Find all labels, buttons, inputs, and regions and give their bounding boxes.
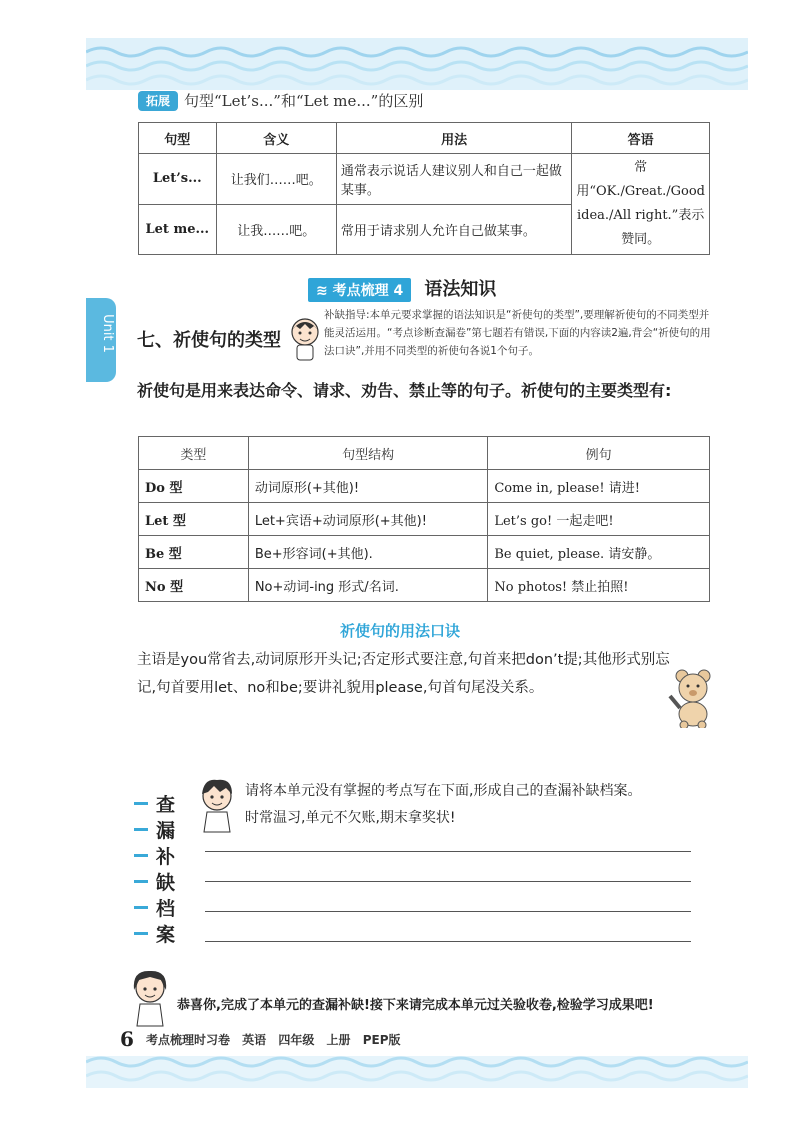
type-cell: Be 型 xyxy=(139,536,249,569)
usage-cell: 常用于请求别人允许自己做某事。 xyxy=(336,204,571,255)
review-char-text: 缺 xyxy=(156,871,176,894)
review-char-text: 漏 xyxy=(156,819,176,842)
write-line[interactable] xyxy=(205,911,691,912)
type-cell: Let 型 xyxy=(139,503,249,536)
review-instructions xyxy=(245,778,641,832)
tuozhan-badge: 拓展 xyxy=(138,91,178,111)
table-header: 句型 xyxy=(139,123,217,154)
table-row xyxy=(139,536,710,569)
rhyme-title: 祈使句的用法口诀 xyxy=(339,622,460,640)
pattern-cell: Let’s... xyxy=(139,154,217,205)
review-char-text: 案 xyxy=(156,923,176,946)
page-number: 6 xyxy=(120,1027,134,1051)
rhyme-text: 主语是you常省去,动词原形开头记;否定形式要注意,句首来把don’t提;其他形式别忘记,句首要用let、no和be;要讲礼貌用please,句首句尾没关系。 xyxy=(137,652,670,696)
type-cell: No 型 xyxy=(139,569,249,602)
review-char xyxy=(134,816,194,842)
review-char-text: 档 xyxy=(156,897,176,920)
table-row xyxy=(139,154,710,205)
review-char xyxy=(134,894,194,920)
write-line[interactable] xyxy=(205,851,691,852)
table-header: 含义 xyxy=(216,123,336,154)
table-header-row xyxy=(139,123,710,154)
girl-cartoon-icon xyxy=(128,968,172,1028)
table-header: 类型 xyxy=(139,437,249,470)
table-row xyxy=(139,470,710,503)
section-heading xyxy=(308,275,496,302)
imperative-types-title: 七、祈使句的类型 xyxy=(137,330,281,351)
write-line[interactable] xyxy=(205,941,691,942)
review-char-text: 查 xyxy=(156,793,176,816)
example-cell: Be quiet, please. 请安静。 xyxy=(488,536,710,569)
structure-cell: No+动词-ing 形式/名词. xyxy=(248,569,488,602)
table-header: 用法 xyxy=(336,123,571,154)
meaning-cell: 让我们……吧。 xyxy=(216,154,336,205)
table-header: 例句 xyxy=(488,437,710,470)
kid-cartoon-icon xyxy=(288,316,322,362)
example-cell: No photos! 禁止拍照! xyxy=(488,569,710,602)
bear-cartoon-icon xyxy=(668,668,718,728)
study-guide-note: 补缺指导:本单元要求掌握的语法知识是“祈使句的类型”,要理解祈使句的不同类型并能灵活运用。“考点诊断查漏卷”第七题若有错误,下面的内容读2遍,背会“祈使句的用法口诀”,并用不同类型的祈使句各说1个句子。 xyxy=(324,309,711,357)
meaning-cell: 让我……吧。 xyxy=(216,204,336,255)
review-char xyxy=(134,842,194,868)
structure-cell: Be+形容词(+其他). xyxy=(248,536,488,569)
unit-tab-label: Unit 1 xyxy=(99,314,115,353)
review-line-2: 时常温习,单元不欠账,期末拿奖状! xyxy=(245,810,456,826)
section-title: 语法知识 xyxy=(424,279,497,300)
table-row xyxy=(139,569,710,602)
structure-cell: 动词原形(+其他)! xyxy=(248,470,488,503)
example-cell: Let’s go! 一起走吧! xyxy=(488,503,710,536)
section-badge: ≋ 考点梳理 4 xyxy=(308,278,411,302)
lets-letme-table xyxy=(138,122,710,255)
table-row xyxy=(139,503,710,536)
decorative-wave-bottom xyxy=(86,1048,748,1088)
usage-cell: 通常表示说话人建议别人和自己一起做某事。 xyxy=(336,154,571,205)
review-char xyxy=(134,868,194,894)
congrats-message: 恭喜你,完成了本单元的查漏补缺!接下来请完成本单元过关验收卷,检验学习成果吧! xyxy=(177,998,654,1013)
reply-cell: 常用“OK./Great./Good idea./All right.”表示赞同。 xyxy=(572,154,710,255)
unit-tab xyxy=(86,298,116,382)
example-cell: Come in, please! 请进! xyxy=(488,470,710,503)
imperative-types-table xyxy=(138,436,710,602)
imperative-intro: 祈使句是用来表达命令、请求、劝告、禁止等的句子。祈使句的主要类型有: xyxy=(137,381,672,400)
boy-cartoon-icon xyxy=(196,778,238,834)
type-cell: Do 型 xyxy=(139,470,249,503)
review-line-1: 请将本单元没有掌握的考点写在下面,形成自己的查漏补缺档案。 xyxy=(245,783,642,799)
write-line[interactable] xyxy=(205,881,691,882)
review-char xyxy=(134,920,194,946)
tuozhan-title: 句型“Let’s...”和“Let me...”的区别 xyxy=(184,92,424,110)
review-char xyxy=(134,790,194,816)
review-file-label xyxy=(134,790,194,946)
review-char-text: 补 xyxy=(156,845,176,868)
table-header: 句型结构 xyxy=(248,437,488,470)
pattern-cell: Let me... xyxy=(139,204,217,255)
table-header-row xyxy=(139,437,710,470)
table-header: 答语 xyxy=(572,123,710,154)
structure-cell: Let+宾语+动词原形(+其他)! xyxy=(248,503,488,536)
footer-book-info: 考点梳理时习卷 英语 四年级 上册 PEP版 xyxy=(146,1033,401,1047)
